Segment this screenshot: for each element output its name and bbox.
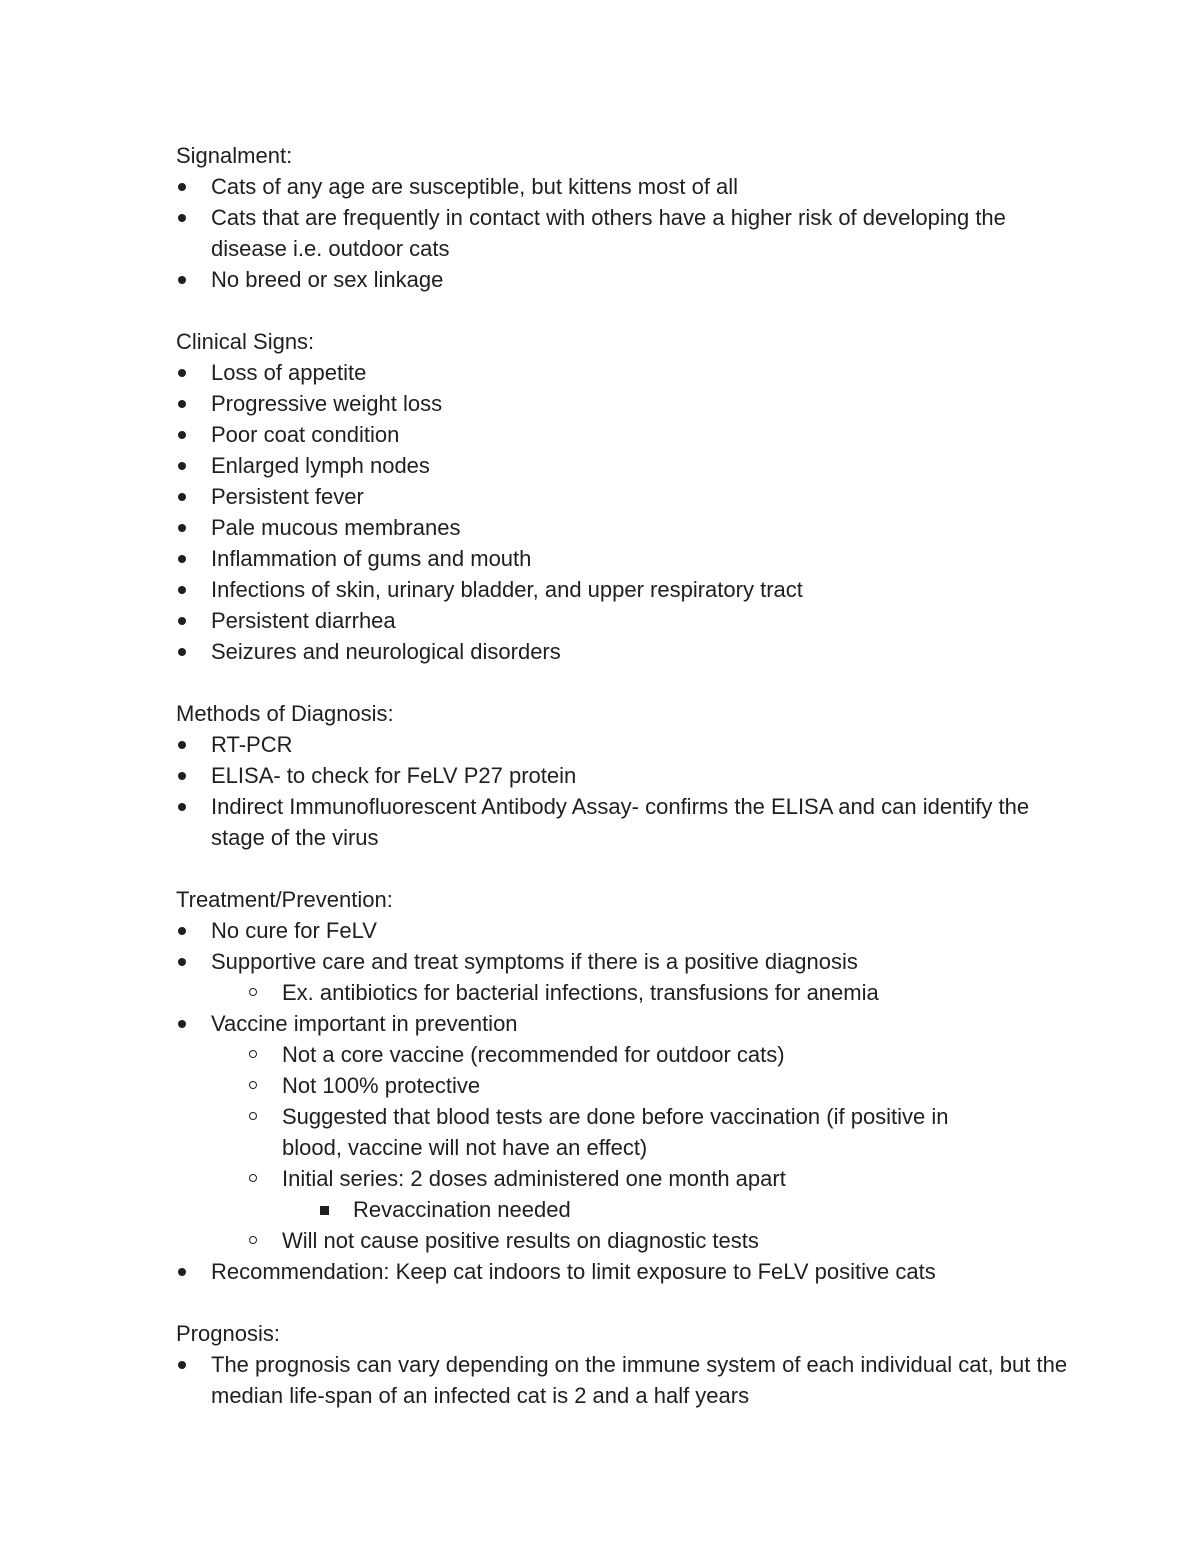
list-item: Suggested that blood tests are done before vaccination (if positive in blood, vaccine will not have an effect) [176, 1101, 1076, 1163]
treatment-heading: Treatment/Prevention: [176, 887, 393, 912]
bullet-disc-icon [178, 357, 198, 388]
list-item: The prognosis can vary depending on the immune system of each individual cat, but the median life-span of an infected cat is 2 and a half years [176, 1349, 1076, 1411]
list-item: Initial series: 2 doses administered one month apart [176, 1163, 1076, 1194]
list-item: Supportive care and treat symptoms if there is a positive diagnosis [176, 946, 1076, 977]
treatment-list [176, 915, 1076, 1287]
list-item: Persistent fever [176, 481, 1076, 512]
bullet-circle-icon [249, 1039, 269, 1070]
list-item: Persistent diarrhea [176, 605, 1076, 636]
bullet-disc-icon [178, 915, 198, 946]
list-item: Recommendation: Keep cat indoors to limit exposure to FeLV positive cats [176, 1256, 1076, 1287]
list-item: No cure for FeLV [176, 915, 1076, 946]
list-item: Poor coat condition [176, 419, 1076, 450]
clinical-signs-list [176, 357, 1076, 667]
diagnosis-section [176, 698, 1076, 853]
list-item: Will not cause positive results on diagnostic tests [176, 1225, 1076, 1256]
bullet-disc-icon [178, 388, 198, 419]
signalment-list [176, 171, 1076, 295]
bullet-disc-icon [178, 171, 198, 202]
bullet-circle-icon [249, 1225, 269, 1256]
list-item: Vaccine important in prevention [176, 1008, 1076, 1039]
list-item: No breed or sex linkage [176, 264, 1076, 295]
document-page [176, 140, 1076, 1411]
bullet-disc-icon [178, 481, 198, 512]
bullet-disc-icon [178, 729, 198, 760]
list-item: Not a core vaccine (recommended for outdoor cats) [176, 1039, 1076, 1070]
bullet-disc-icon [178, 543, 198, 574]
list-item: Seizures and neurological disorders [176, 636, 1076, 667]
list-item: Pale mucous membranes [176, 512, 1076, 543]
list-item: Not 100% protective [176, 1070, 1076, 1101]
bullet-circle-icon [249, 1070, 269, 1101]
diagnosis-heading: Methods of Diagnosis: [176, 701, 394, 726]
bullet-disc-icon [178, 946, 198, 977]
list-item: Revaccination needed [176, 1194, 1076, 1225]
bullet-disc-icon [178, 419, 198, 450]
prognosis-list [176, 1349, 1076, 1411]
bullet-disc-icon [178, 202, 198, 233]
bullet-disc-icon [178, 1349, 198, 1380]
bullet-disc-icon [178, 791, 198, 822]
list-item: Indirect Immunofluorescent Antibody Assay- confirms the ELISA and can identify the stage of the virus [176, 791, 1076, 853]
list-item: Infections of skin, urinary bladder, and upper respiratory tract [176, 574, 1076, 605]
bullet-circle-icon [249, 1163, 269, 1194]
bullet-disc-icon [178, 264, 198, 295]
diagnosis-list [176, 729, 1076, 853]
bullet-disc-icon [178, 450, 198, 481]
treatment-section [176, 884, 1076, 1287]
clinical-signs-heading: Clinical Signs: [176, 329, 315, 354]
bullet-disc-icon [178, 605, 198, 636]
clinical-signs-section [176, 326, 1076, 667]
list-item: Progressive weight loss [176, 388, 1076, 419]
bullet-square-icon [320, 1194, 340, 1225]
bullet-disc-icon [178, 574, 198, 605]
list-item: Cats that are frequently in contact with others have a higher risk of developing the disease i.e. outdoor cats [176, 202, 1076, 264]
bullet-circle-icon [249, 1101, 269, 1132]
signalment-heading: Signalment: [176, 143, 293, 168]
bullet-disc-icon [178, 636, 198, 667]
list-item: ELISA- to check for FeLV P27 protein [176, 760, 1076, 791]
list-item: Loss of appetite [176, 357, 1076, 388]
list-item: Ex. antibiotics for bacterial infections, transfusions for anemia [176, 977, 1076, 1008]
bullet-disc-icon [178, 1008, 198, 1039]
list-item: Inflammation of gums and mouth [176, 543, 1076, 574]
bullet-disc-icon [178, 760, 198, 791]
list-item: RT-PCR [176, 729, 1076, 760]
bullet-disc-icon [178, 512, 198, 543]
signalment-section [176, 140, 1076, 295]
bullet-circle-icon [249, 977, 269, 1008]
list-item: Enlarged lymph nodes [176, 450, 1076, 481]
bullet-disc-icon [178, 1256, 198, 1287]
prognosis-heading: Prognosis: [176, 1321, 280, 1346]
list-item: Cats of any age are susceptible, but kittens most of all [176, 171, 1076, 202]
prognosis-section [176, 1318, 1076, 1411]
